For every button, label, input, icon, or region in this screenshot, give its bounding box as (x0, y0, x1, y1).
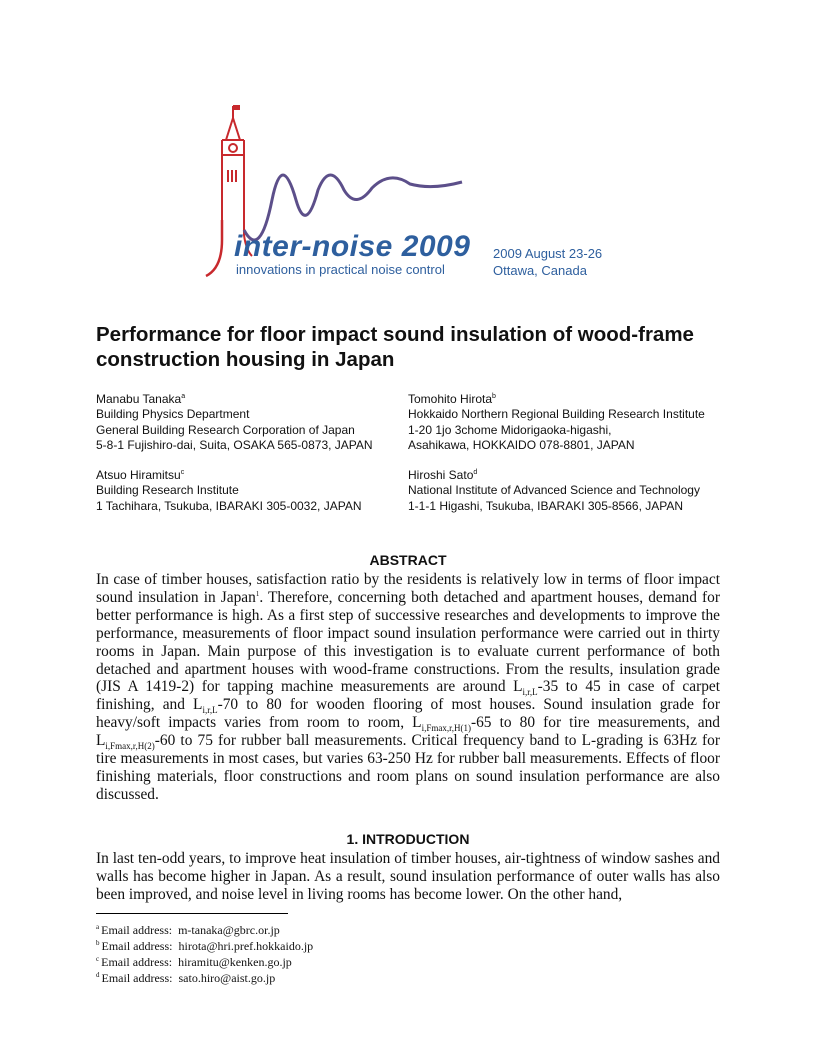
email-address: sato.hiro@aist.go.jp (178, 971, 276, 985)
author-affiliation: Hokkaido Northern Regional Building Research Institute (408, 407, 705, 422)
author-name: Atsuo Hiramitsu$^c$ (96, 468, 185, 482)
author-address: 1-20 1jo 3chome Midorigaoka-higashi, (408, 422, 612, 437)
author-block-hirota (408, 392, 705, 453)
footnote-item: $^c$ Email address: hiramitu@kenken.go.jp (96, 955, 292, 969)
footnotes (96, 922, 313, 986)
author-name: Manabu Tanaka$^a$ (96, 392, 186, 406)
author-block-sato (408, 468, 700, 514)
author-affiliation: Building Research Institute (96, 483, 239, 498)
author-name: Tomohito Hirota$^b$ (408, 392, 496, 406)
author-affiliation: National Institute of Advanced Science and Technology (408, 483, 700, 498)
footnote-divider (96, 913, 288, 914)
author-affiliation: Building Physics Department (96, 407, 250, 422)
introduction-text: In last ten-odd years, to improve heat insulation of timber houses, air-tightness of window sashes and walls has become higher in Japan. As a result, sound insulation performance of outer walls has also been improved, and noise level in living rooms has become lower. On the other hand, (96, 850, 720, 903)
email-address: m-tanaka@gbrc.or.jp (178, 923, 280, 937)
conference-logo-title: inter-noise 2009 (234, 230, 471, 263)
footnote-item: $^d$ Email address: sato.hiro@aist.go.jp (96, 971, 276, 985)
introduction-heading: 1. INTRODUCTION (346, 831, 470, 847)
abstract-text: In case of timber houses, satisfaction ratio by the residents is relatively low in terms of floor impact sound insulation in Japan$^1$. Therefore, concerning both detached and apartment houses, demand for better performance is high. As a first step of successive researches and developments to improve the performance, measurements of floor impact sound insulation performance were carried out in thirty rooms in Japan. Main purpose of this investigation is to evaluate current performance of both detached and apartment houses with wood-frame constructions. From the results, insulation grade (JIS A 1419-2) for tapping machine measurements are around $L_{i,r,L}-35$ to 45 in case of carpet finishing, and $L_{i,r,L}-70$ to 80 for wooden flooring of most houses. Sound insulation grade for heavy/soft impacts varies from room to room, $L_{i,Fmax,r,H(1)}-65$ to 80 for tire measurements, and $L_{i,Fmax,r,H(2)}-60$ to 75 for rubber ball measurements. Critical frequency band to L-grading is 63Hz for tire measurements in most cases, but varies 63-250 Hz for rubber ball measurements. Effects of floor finishing materials, floor constructions and room plans on sound insulation performance are also discussed. (96, 571, 720, 803)
footnote-item: $^b$ Email address: hirota@hri.pref.hokkaido.jp (96, 939, 314, 953)
author-address: 1 Tachihara, Tsukuba, IBARAKI 305-0032, JAPAN (96, 498, 362, 513)
conference-location: Ottawa, Canada (493, 263, 587, 278)
author-block-hiramitsu (96, 468, 362, 514)
footnote-item: $^a$ Email address: m-tanaka@gbrc.or.jp (96, 923, 280, 937)
paper-title: Performance for floor impact sound insulation of wood-frame construction housing in Japan (96, 323, 694, 371)
author-address: 5-8-1 Fujishiro-dai, Suita, OSAKA 565-0873, JAPAN (96, 437, 373, 452)
conference-date: 2009 August 23-26 (493, 246, 603, 261)
author-block-tanaka (96, 392, 373, 453)
author-name: Hiroshi Sato$^d$ (408, 468, 478, 482)
email-address: hiramitu@kenken.go.jp (178, 955, 292, 969)
author-affiliation: General Building Research Corporation of Japan (96, 422, 355, 437)
author-address: Asahikawa, HOKKAIDO 078-8801, JAPAN (408, 437, 635, 452)
author-address: 1-1-1 Higashi, Tsukuba, IBARAKI 305-8566, JAPAN (408, 498, 684, 513)
abstract-heading: ABSTRACT (369, 552, 447, 568)
email-address: hirota@hri.pref.hokkaido.jp (178, 939, 314, 953)
conference-tagline: innovations in practical noise control (236, 262, 445, 277)
